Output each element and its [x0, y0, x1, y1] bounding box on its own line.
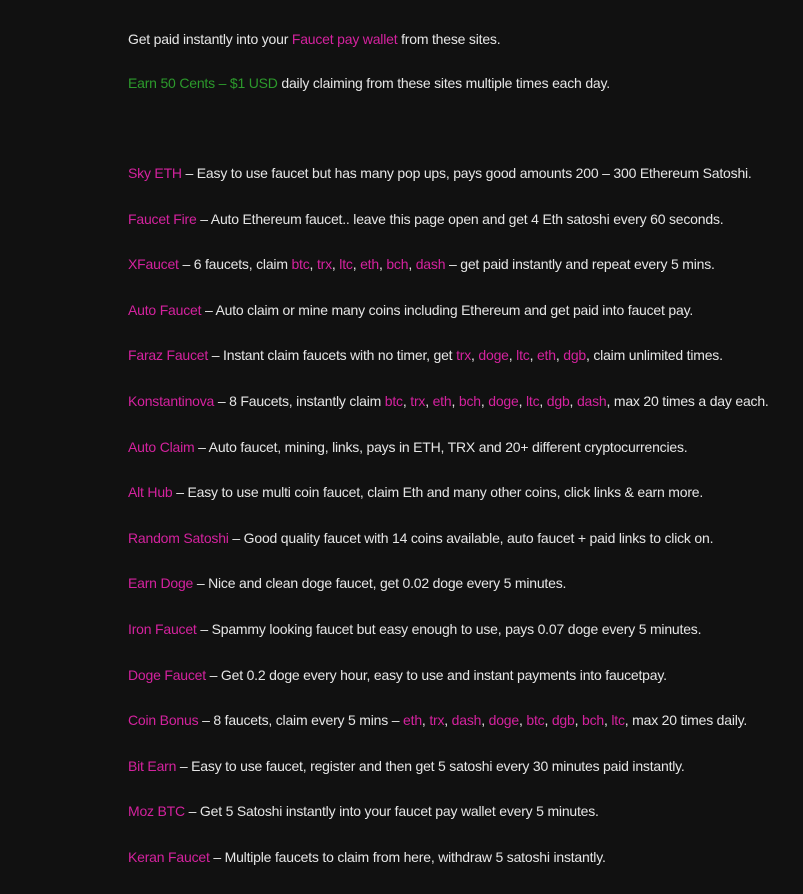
coin-separator: ,	[569, 392, 577, 409]
coin-link[interactable]: dash	[415, 256, 446, 273]
faucet-description: – Easy to use faucet but has many pop ups, pays good amounts 200 – 300 Ethereum Satoshi.	[181, 165, 752, 181]
faucet-name-link[interactable]: Random Satoshi	[128, 529, 229, 546]
coin-separator: ,	[518, 712, 527, 729]
faucet-description: – Good quality faucet with 14 coins available, auto faucet + paid links to click on.	[228, 529, 714, 546]
faucet-name-link[interactable]: Doge Faucet	[128, 666, 206, 683]
coin-link[interactable]: doge	[488, 392, 519, 409]
faucet-description: – Get 0.2 doge every hour, easy to use and instant payments into faucetpay.	[205, 666, 667, 683]
faucet-name-link[interactable]: Moz BTC	[128, 803, 185, 820]
coin-separator: ,	[352, 256, 361, 273]
coin-separator: ,	[309, 256, 317, 273]
faucet-list-item	[128, 848, 788, 866]
coin-separator: ,	[481, 712, 489, 729]
faucet-name-link[interactable]: Faraz Faucet	[128, 347, 209, 364]
coin-link[interactable]: dgb	[563, 347, 586, 364]
coin-link[interactable]: dgb	[546, 392, 570, 409]
intro-paragraph-1	[128, 30, 788, 48]
faucet-list-item	[128, 392, 788, 410]
faucet-name-link[interactable]: Auto Claim	[128, 438, 195, 455]
coin-separator: ,	[574, 712, 582, 729]
coin-link[interactable]: trx	[410, 392, 426, 409]
coin-link[interactable]: dash	[576, 392, 607, 409]
coin-separator: ,	[331, 256, 340, 273]
coin-separator: ,	[408, 256, 416, 273]
intro-text-before: Get paid instantly into your	[128, 31, 292, 47]
coin-separator: ,	[421, 712, 430, 729]
faucet-list-item	[128, 574, 788, 592]
coin-link[interactable]: eth	[536, 347, 556, 364]
faucet-description: – 6 faucets, claim	[178, 256, 292, 273]
earnings-text: daily claiming from these sites multiple times each day.	[277, 75, 610, 91]
coin-separator: ,	[529, 347, 537, 364]
coin-separator: ,	[480, 392, 489, 409]
coin-link[interactable]: dash	[451, 712, 482, 729]
coin-link[interactable]: bch	[458, 392, 481, 409]
coin-link[interactable]: ltc	[516, 347, 530, 364]
coin-separator: ,	[508, 347, 517, 364]
faucet-description-end: , max 20 times a day each.	[606, 392, 769, 409]
coin-link[interactable]: ltc	[611, 712, 625, 729]
coin-link[interactable]: trx	[316, 256, 332, 273]
coin-link[interactable]: bch	[581, 712, 604, 729]
faucet-name-link[interactable]: Earn Doge	[128, 575, 194, 592]
faucet-name-link[interactable]: Sky ETH	[128, 165, 182, 181]
coin-separator: ,	[402, 392, 411, 409]
faucet-description: – Nice and clean doge faucet, get 0.02 doge every 5 minutes.	[193, 575, 567, 592]
faucet-list-item	[128, 802, 788, 820]
coin-link[interactable]: eth	[403, 712, 422, 729]
faucet-description: – Multiple faucets to claim from here, withdraw 5 satoshi instantly.	[209, 848, 606, 865]
faucet-name-link[interactable]: Alt Hub	[128, 484, 173, 501]
faucet-description: – Auto Ethereum faucet.. leave this page open and get 4 Eth satoshi every 60 seconds.	[196, 210, 724, 227]
faucet-name-link[interactable]: Coin Bonus	[128, 712, 199, 729]
faucet-description: – Instant claim faucets with no timer, get	[208, 347, 457, 364]
coin-link[interactable]: trx	[456, 347, 472, 364]
faucet-list-item	[128, 483, 788, 501]
coin-separator: ,	[471, 347, 479, 364]
faucet-list-item	[128, 301, 788, 319]
coin-separator: ,	[425, 392, 433, 409]
faucet-description: – Auto faucet, mining, links, pays in ETH, TRX and 20+ different cryptocurrencies.	[194, 438, 688, 455]
coin-separator: ,	[518, 392, 526, 409]
faucet-list-item	[128, 757, 788, 775]
coin-link[interactable]: ltc	[525, 392, 540, 409]
faucet-description: – 8 faucets, claim every 5 mins –	[198, 712, 404, 729]
coin-separator: ,	[539, 392, 547, 409]
faucet-list-item	[128, 255, 788, 273]
faucet-description-end: – get paid instantly and repeat every 5 mins.	[445, 256, 715, 273]
faucet-description-end: , claim unlimited times.	[586, 347, 723, 364]
coin-link[interactable]: eth	[360, 256, 379, 273]
faucet-name-link[interactable]: Bit Earn	[128, 757, 177, 774]
main-content	[128, 30, 788, 894]
faucet-list-item	[128, 666, 788, 684]
faucet-name-link[interactable]: Auto Faucet	[128, 301, 202, 318]
intro-paragraph-2	[128, 74, 788, 92]
coin-link[interactable]: trx	[429, 712, 445, 729]
faucet-description: – Get 5 Satoshi instantly into your faucet pay wallet every 5 minutes.	[184, 803, 599, 820]
coin-link[interactable]: btc	[526, 712, 545, 729]
coin-link[interactable]: ltc	[339, 256, 353, 273]
faucet-description: – Easy to use multi coin faucet, claim Eth and many other coins, click links & earn more.	[172, 484, 704, 501]
faucet-description: – 8 Faucets, instantly claim	[214, 392, 385, 409]
coin-separator: ,	[603, 712, 612, 729]
faucet-name-link[interactable]: Keran Faucet	[128, 848, 210, 865]
faucet-list-item	[128, 529, 788, 547]
coin-link[interactable]: doge	[478, 347, 509, 364]
faucet-name-link[interactable]: Iron Faucet	[128, 620, 197, 637]
coin-link[interactable]: btc	[384, 392, 403, 409]
faucet-list-item	[128, 620, 788, 638]
coin-separator: ,	[555, 347, 564, 364]
coin-link[interactable]: dgb	[551, 712, 575, 729]
coin-link[interactable]: bch	[386, 256, 409, 273]
faucet-description-end: , max 20 times daily.	[624, 712, 748, 729]
coin-separator: ,	[444, 712, 452, 729]
coin-separator: ,	[544, 712, 552, 729]
faucet-name-link[interactable]: Konstantinova	[128, 392, 215, 409]
faucet-description: – Easy to use faucet, register and then get 5 satoshi every 30 minutes paid instantly.	[176, 757, 685, 774]
faucet-list-item	[128, 711, 788, 729]
faucet-list-item	[128, 164, 788, 182]
faucet-list	[128, 164, 788, 866]
faucet-list-item	[128, 210, 788, 228]
faucet-description: – Auto claim or mine many coins including Ethereum and get paid into faucet pay.	[201, 301, 694, 318]
earnings-highlight: Earn 50 Cents – $1 USD	[128, 75, 278, 91]
faucet-list-item	[128, 438, 788, 456]
faucet-name-link[interactable]: XFaucet	[128, 256, 179, 273]
intro-text-after: from these sites.	[397, 31, 501, 47]
faucet-description: – Spammy looking faucet but easy enough to use, pays 0.07 doge every 5 minutes.	[196, 620, 702, 637]
coin-separator: ,	[451, 392, 459, 409]
faucet-name-link[interactable]: Faucet Fire	[128, 210, 197, 227]
faucet-pay-wallet-link[interactable]: Faucet pay wallet	[291, 31, 398, 47]
faucet-list-item	[128, 346, 788, 364]
coin-link[interactable]: btc	[291, 256, 310, 273]
coin-link[interactable]: doge	[488, 712, 519, 729]
coin-separator: ,	[378, 256, 387, 273]
coin-link[interactable]: eth	[432, 392, 452, 409]
